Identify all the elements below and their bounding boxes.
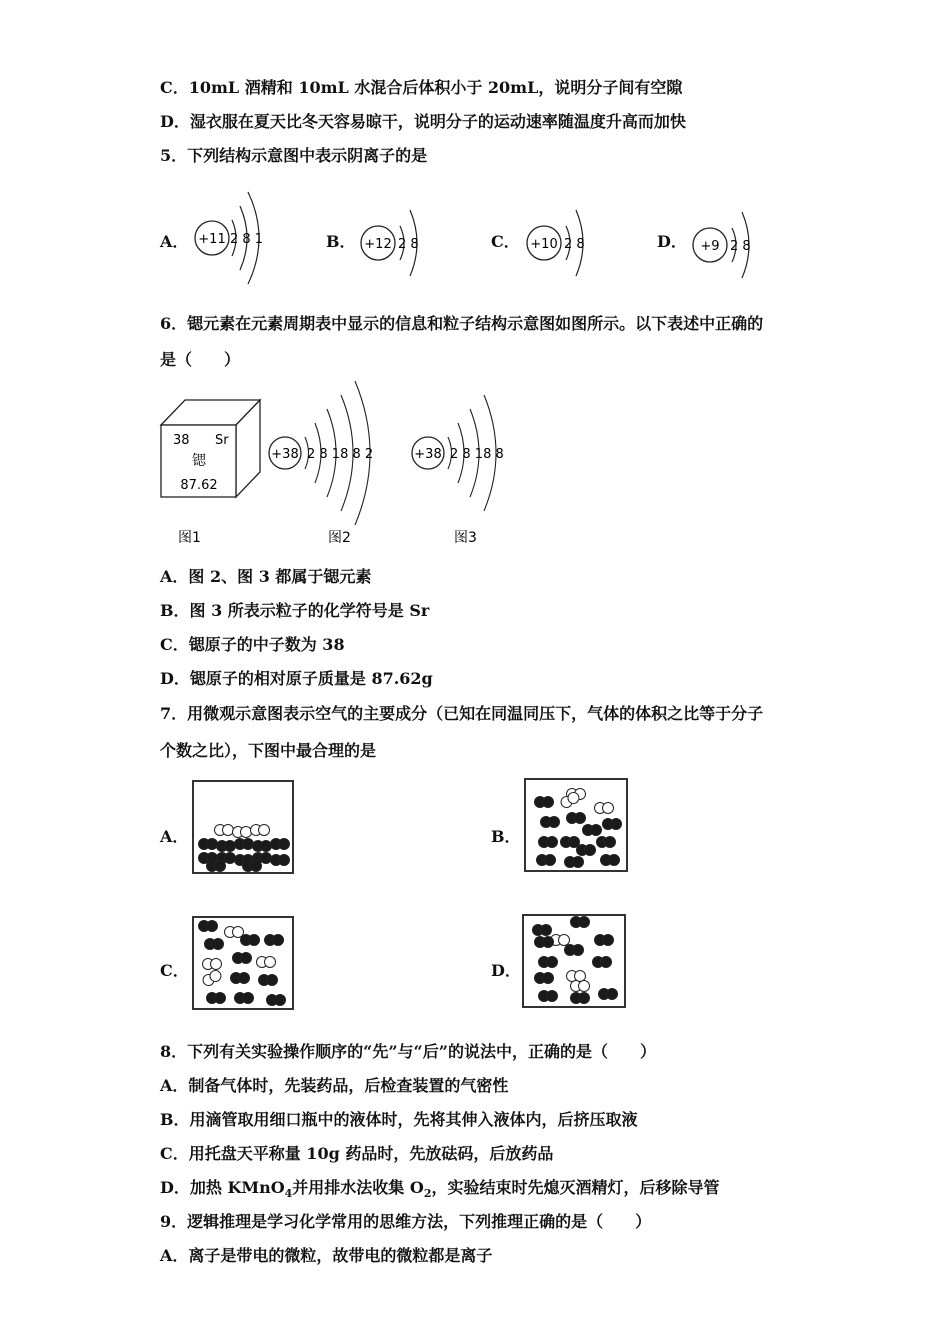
nitrogen-molecule [571,917,590,928]
oxygen-molecule [233,827,252,838]
q9-stem: 9．逻辑推理是学习化学常用的思维方法，下列推理正确的是（ ） [160,1212,652,1231]
periodic-table-cell [161,400,260,497]
oxygen-molecule [257,957,276,968]
nitrogen-molecule [603,819,622,830]
nucleus-charge: +38 [414,447,442,462]
nitrogen-molecule [207,993,226,1004]
q5-option-d-label: D． [657,232,687,251]
q8-option-b: B．用滴管取用细口瓶中的液体时，先将其伸入液体内，后挤压取液 [160,1110,638,1129]
caption-fig3: 图3 [454,530,477,546]
shell-electrons: 2 8 [730,239,751,254]
q7-stem-line2: 个数之比），下图中最合理的是 [160,741,377,760]
q5-option-c-label: C． [491,232,520,251]
shell-electrons: 2 8 [564,237,585,252]
q9-option-a: A．离子是带电的微粒，故带电的微粒都是离子 [160,1246,493,1265]
nitrogen-molecule [231,973,250,984]
q7-option-c-box [192,916,294,1010]
oxygen-molecule [571,981,590,992]
q6-option-b: B．图 3 所表示粒子的化学符号是 Sr [160,601,430,620]
nitrogen-molecule [205,939,224,950]
molecule-set-d [524,916,624,1006]
nitrogen-molecule [537,855,556,866]
q7-option-a-label: A． [160,827,189,846]
nitrogen-molecule [595,935,614,946]
atomic-number: 38 [173,433,190,448]
q8-stem: 8．下列有关实验操作顺序的“先”与“后”的说法中，正确的是（ ） [160,1042,656,1061]
oxygen-molecule [595,803,614,814]
nitrogen-molecule [253,841,272,852]
nitrogen-molecule [601,855,620,866]
molecule-set-c [194,918,292,1008]
q5-option-b-diagram [358,198,438,292]
q5-stem: 5．下列结构示意图中表示阴离子的是 [160,146,428,165]
element-name: 锶 [192,453,206,469]
nitrogen-molecule [265,935,284,946]
nitrogen-molecule [599,989,618,1000]
nitrogen-molecule [583,825,602,836]
nitrogen-molecule [535,973,554,984]
nitrogen-molecule [539,991,558,1002]
nitrogen-molecule [597,837,616,848]
shell-electrons: 2 8 18 8 [450,447,504,462]
q7-option-d-label: D． [491,961,521,980]
nitrogen-molecule [235,839,254,850]
q6-option-a: A．图 2、图 3 都属于锶元素 [160,567,372,586]
oxygen-molecule [203,959,222,970]
nitrogen-molecule [571,993,590,1004]
caption-fig2: 图2 [328,530,351,546]
nitrogen-molecule [561,837,580,848]
q6-stem-line2: 是（ ） [160,350,241,369]
nucleus-charge: +11 [198,232,226,247]
nitrogen-molecule [267,995,286,1006]
molecule-set-a [194,782,292,872]
q7-option-b-box [524,778,628,872]
q8-option-a: A．制备气体时，先装药品，后检查装置的气密性 [160,1076,509,1095]
nitrogen-molecule [577,845,596,856]
nitrogen-molecule [541,817,560,828]
q8-option-c: C．用托盘天平称量 10g 药品时，先放砝码，后放药品 [160,1144,554,1163]
nucleus-charge: +12 [364,237,392,252]
nucleus-charge: +9 [700,239,720,254]
nucleus-charge: +38 [271,447,299,462]
q7-stem-line1: 7．用微观示意图表示空气的主要成分（已知在同温同压下，气体的体积之比等于分子 [160,704,764,723]
atomic-mass: 87.62 [180,478,218,493]
q6-option-c: C．锶原子的中子数为 38 [160,635,345,654]
q7-option-d-box [522,914,626,1008]
oxygen-molecule [225,927,244,938]
nitrogen-molecule [233,953,252,964]
q7-option-b-label: B． [491,827,521,846]
nitrogen-molecule [217,841,236,852]
nitrogen-molecule [199,921,218,932]
q7-option-a-box [192,780,294,874]
oxygen-molecule [215,825,234,836]
nitrogen-molecule [535,937,554,948]
oxygen-molecule [567,971,586,982]
nitrogen-molecule [565,945,584,956]
nitrogen-molecule [533,925,552,936]
strontium-atom-diagram [269,381,373,525]
q5-option-d-diagram [690,200,770,294]
q5-option-a-diagram [190,180,285,299]
nitrogen-molecule [207,861,226,872]
nucleus-charge: +10 [530,237,558,252]
nitrogen-molecule [259,975,278,986]
nitrogen-molecule [567,813,586,824]
oxygen-molecule [201,968,223,987]
shell-electrons: 2 8 18 8 2 [307,447,374,462]
oxygen-molecule [251,825,270,836]
nitrogen-molecule [199,839,218,850]
shell-electrons: 2 8 1 [230,232,264,247]
q7-option-c-label: C． [160,961,189,980]
q6-option-d: D．锶原子的相对原子质量是 87.62g [160,669,433,688]
q4-option-c: C．10mL 酒精和 10mL 水混合后体积小于 20mL，说明分子间有空隙 [160,78,683,97]
molecule-set-b [526,780,626,870]
nitrogen-molecule [539,837,558,848]
q5-option-c-diagram [524,198,604,292]
nitrogen-molecule [565,857,584,868]
q5-option-b-label: B． [326,232,356,251]
element-symbol: Sr [215,433,229,448]
q5-option-a-label: A． [160,232,189,251]
nitrogen-molecule [235,993,254,1004]
nitrogen-molecule [539,957,558,968]
nitrogen-molecule [271,855,290,866]
q4-option-d: D．湿衣服在夏天比冬天容易晾干，说明分子的运动速率随温度升高而加快 [160,112,686,131]
nitrogen-molecule [593,957,612,968]
q8-option-d: D．加热 KMnO$_4$并用排水法收集 $O_2$，实验结束时先熄灭酒精灯，后移除导管 [160,1178,720,1201]
nitrogen-molecule [535,797,554,808]
nitrogen-molecule [243,861,262,872]
q6-figure [155,375,525,550]
strontium-ion-diagram [412,395,504,511]
nitrogen-molecule [271,839,290,850]
caption-fig1: 图1 [178,530,201,546]
shell-electrons: 2 8 [398,237,419,252]
q6-stem-line1: 6．锶元素在元素周期表中显示的信息和粒子结构示意图如图所示。以下表述中正确的 [160,314,764,333]
nitrogen-molecule [241,935,260,946]
